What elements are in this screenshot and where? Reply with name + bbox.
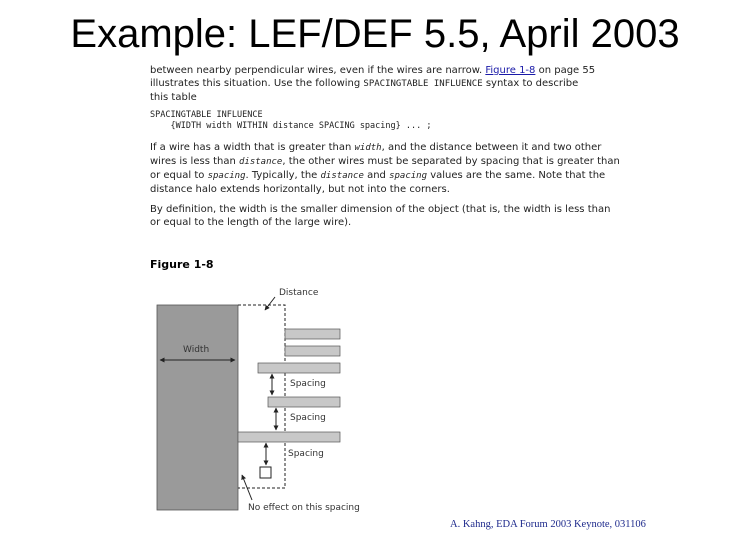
text: and bbox=[367, 170, 386, 181]
var-distance: distance bbox=[320, 171, 364, 181]
small-wire bbox=[285, 346, 340, 356]
syntax-line-1: SPACINGTABLE INFLUENCE bbox=[150, 110, 263, 120]
syntax-line-2: {WIDTH width WITHIN distance SPACING spacing} ... ; bbox=[150, 121, 432, 131]
var-width: width bbox=[354, 143, 382, 153]
figure-link[interactable]: Figure 1-8 bbox=[485, 65, 536, 76]
distance-arrow bbox=[265, 297, 275, 310]
small-wire bbox=[238, 432, 340, 442]
text: , and the distance between it and two other wires is less than bbox=[150, 142, 602, 167]
var-spacing: spacing bbox=[389, 171, 428, 181]
var-spacing: spacing bbox=[207, 171, 246, 181]
text: between nearby perpendicular wires, even if the wires are narrow. bbox=[150, 65, 483, 76]
text: . Typically, the bbox=[245, 170, 318, 181]
text: illustrates this situation. Use the following bbox=[150, 78, 361, 89]
spacing-label-2: Spacing bbox=[290, 413, 326, 423]
small-square-wire bbox=[260, 467, 271, 478]
text: syntax to describe bbox=[485, 78, 579, 89]
spacing-label-1: Spacing bbox=[290, 379, 326, 389]
distance-label: Distance bbox=[279, 288, 319, 298]
figure-caption: No effect on this spacing bbox=[248, 503, 360, 513]
small-wire bbox=[258, 363, 340, 373]
text: this table bbox=[150, 92, 197, 103]
text: values are the same. Note that the distance halo extends horizontally, but not into the corners. bbox=[150, 170, 606, 195]
var-distance: distance bbox=[239, 157, 283, 167]
paragraph-width-definition: By definition, the width is the smaller dimension of the object (that is, the width is less than or equal to the length of the large wire). bbox=[150, 204, 611, 228]
text: If a wire has a width that is greater than bbox=[150, 142, 352, 153]
small-wire bbox=[285, 329, 340, 339]
slide-title: Example: LEF/DEF 5.5, April 2003 bbox=[70, 12, 680, 56]
distance-halo bbox=[238, 305, 285, 488]
spacing-label-3: Spacing bbox=[288, 449, 324, 459]
small-wire bbox=[268, 397, 340, 407]
figure-label: Figure 1-8 bbox=[150, 258, 214, 271]
footer-credit: A. Kahng, EDA Forum 2003 Keynote, 031106 bbox=[450, 519, 646, 530]
width-label: Width bbox=[183, 345, 210, 355]
large-wire bbox=[157, 305, 238, 510]
text: on page 55 bbox=[538, 65, 596, 76]
syntax-keyword: SPACINGTABLE INFLUENCE bbox=[363, 79, 483, 89]
text: , the other wires must be separated by spacing that is greater than or equal to bbox=[150, 156, 620, 181]
